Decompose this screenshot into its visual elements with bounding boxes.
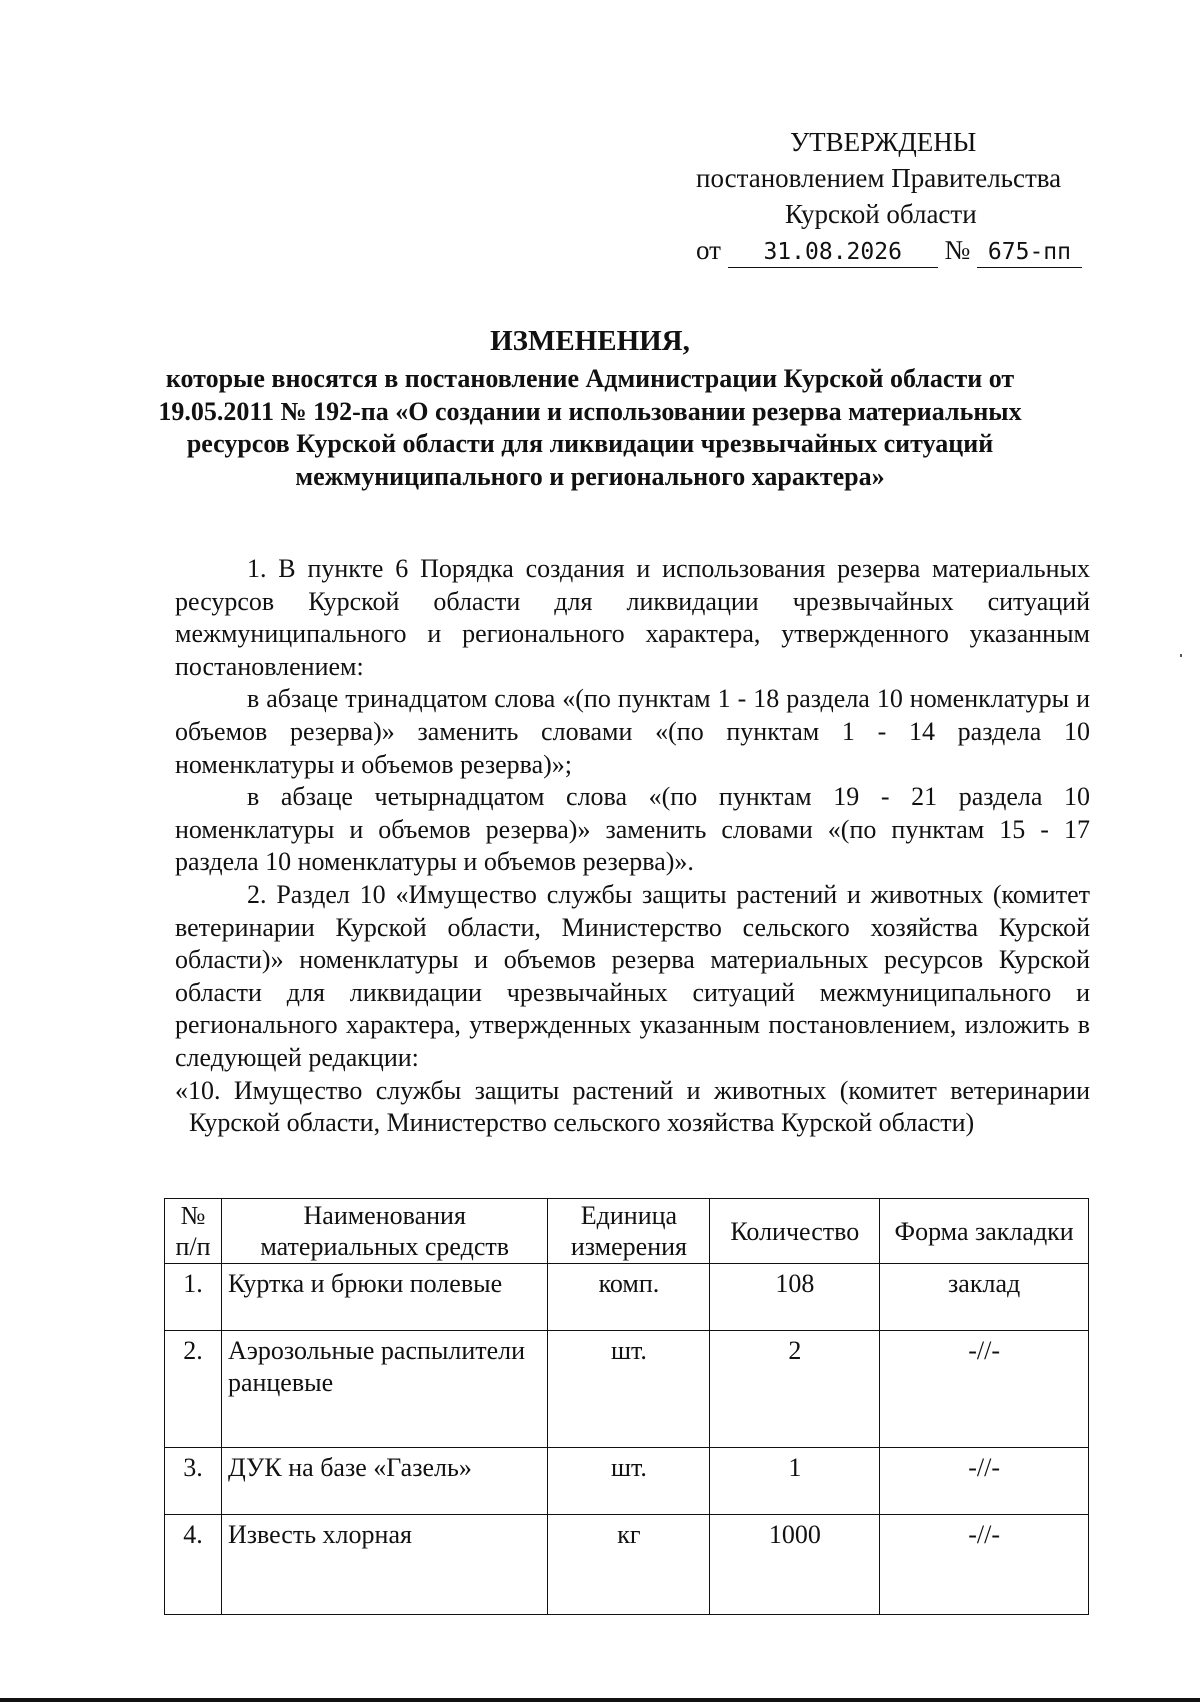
cell-qty: 2: [710, 1331, 880, 1448]
cell-form: заклад: [880, 1264, 1089, 1331]
cell-name: Куртка и брюки полевые: [221, 1264, 548, 1331]
cell-unit: шт.: [548, 1331, 710, 1448]
paragraph-3: в абзаце четырнадцатом слова «(по пунктам 19 - 21 раздела 10 номенклатуры и объемов резерва)» заменить словами «(по пунктам 15 - 17 раздела 10 номенклатуры и объемов резерва)».: [175, 782, 1090, 877]
paragraph-5: «10. Имущество службы защиты растений и животных (комитет ветеринарии Курской области, Министерство сельского хозяйства Курской области): [175, 1075, 1090, 1138]
cell-num: 2.: [165, 1331, 222, 1448]
cell-num: 3.: [165, 1448, 222, 1515]
paragraph-4: 2. Раздел 10 «Имущество службы защиты растений и животных (комитет ветеринарии Курской области, Министерство сельского хозяйства Курской области)» номенклатуры и объемов резерва материальных ресурсов Курской области для ликвидации чрезвычайных ситуаций межмуниципального и регионального характера, утвержденных указанным постановлением, изложить в следующей редакции:: [175, 879, 1090, 1072]
approval-authority: постановлением Правительства: [696, 163, 1062, 193]
approval-number: 675-пп: [977, 237, 1082, 268]
header-qty: Количество: [710, 1199, 880, 1264]
header-form: Форма закладки: [880, 1199, 1089, 1264]
approval-date: 31.08.2026: [728, 237, 938, 268]
number-label: №: [944, 235, 971, 265]
table-row: [165, 1515, 1089, 1615]
page-bottom-edge: [0, 1698, 1200, 1702]
table-row: [165, 1264, 1089, 1331]
cell-num: 1.: [165, 1264, 222, 1331]
table-row: [165, 1448, 1089, 1515]
approval-title: УТВЕРЖДЕНЫ: [790, 127, 977, 157]
header-name: Наименования материальных средств: [221, 1199, 548, 1264]
cell-name: Известь хлорная: [221, 1515, 548, 1615]
scan-speck: [1180, 654, 1182, 657]
cell-unit: кг: [548, 1515, 710, 1615]
heading-subtitle: которые вносятся в постановление Администрации Курской области от 19.05.2011 № 192-па «О создании и использовании резерва материальных ресурсов Курской области для ликвидации чрезвычайных ситуаций межмуниципального и регионального характера»: [158, 364, 1022, 491]
cell-num: 4.: [165, 1515, 222, 1615]
cell-qty: 1000: [710, 1515, 880, 1615]
document-body: [175, 553, 1090, 1140]
cell-form: -//-: [880, 1515, 1089, 1615]
cell-name: ДУК на базе «Газель»: [221, 1448, 548, 1515]
from-label: от: [696, 235, 721, 265]
materials-table: [164, 1198, 1089, 1615]
cell-form: -//-: [880, 1448, 1089, 1515]
heading-title: ИЗМЕНЕНИЯ,: [490, 325, 690, 357]
cell-unit: шт.: [548, 1448, 710, 1515]
cell-qty: 108: [710, 1264, 880, 1331]
cell-form: -//-: [880, 1331, 1089, 1448]
approval-region: Курской области: [785, 199, 977, 229]
table-row: [165, 1331, 1089, 1448]
cell-qty: 1: [710, 1448, 880, 1515]
cell-unit: комп.: [548, 1264, 710, 1331]
document-heading: [150, 321, 1030, 493]
header-num: № п/п: [165, 1199, 222, 1264]
approval-date-number: [696, 232, 1082, 268]
paragraph-1: 1. В пункте 6 Порядка создания и использования резерва материальных ресурсов Курской области для ликвидации чрезвычайных ситуаций межмуниципального и регионального характера, утвержденного указанным постановлением:: [175, 554, 1090, 681]
table-header-row: [165, 1199, 1089, 1264]
paragraph-2: в абзаце тринадцатом слова «(по пунктам 1 - 18 раздела 10 номенклатуры и объемов резерва)» заменить словами «(по пунктам 1 - 14 раздела 10 номенклатуры и объемов резерва)»;: [175, 684, 1090, 779]
cell-name: Аэрозольные распылители ранцевые: [221, 1331, 548, 1448]
header-unit: Единица измерения: [548, 1199, 710, 1264]
